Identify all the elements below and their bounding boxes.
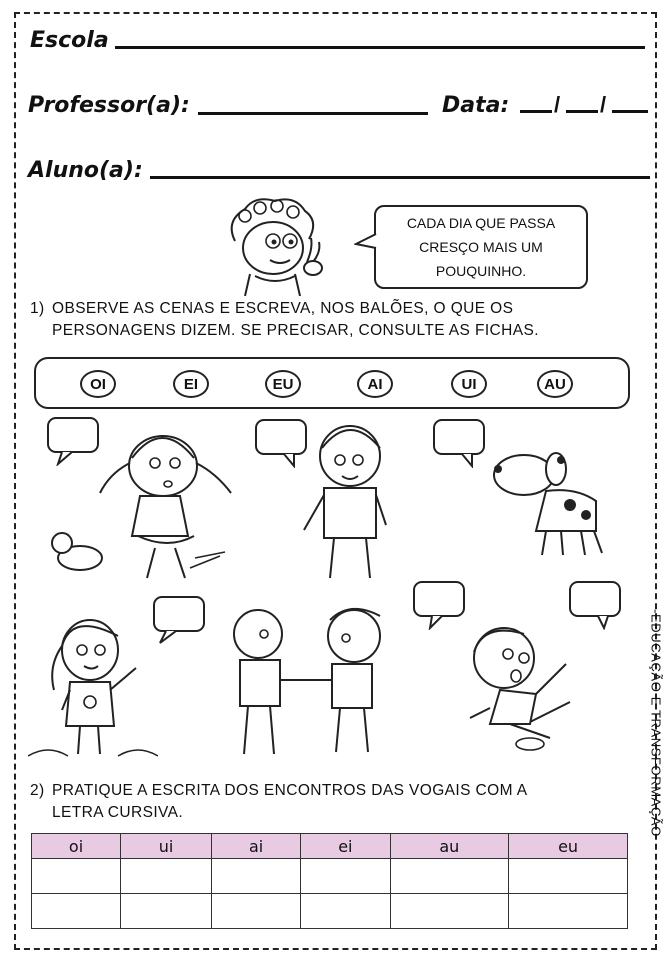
header-eu: eu [509, 834, 628, 859]
writing-cell[interactable] [509, 859, 628, 894]
chip-ui: UI [451, 370, 487, 398]
side-credit [646, 578, 666, 868]
exercise-2-number: 2) [30, 782, 45, 799]
teacher-field[interactable] [198, 112, 428, 115]
cursive-practice-table [31, 833, 628, 929]
speech-bubble [374, 205, 588, 289]
writing-cell[interactable] [211, 859, 300, 894]
speech-line-2: CRESÇO MAIS UM [419, 239, 543, 255]
writing-cell[interactable] [390, 859, 509, 894]
student-field[interactable] [150, 176, 650, 179]
boy-falling-illustration [460, 618, 580, 752]
exercise-1-number: 1) [30, 300, 45, 317]
header-ai: ai [211, 834, 300, 859]
writing-cell[interactable] [32, 859, 121, 894]
boy-illustration [215, 196, 335, 296]
girl-waving-illustration [28, 606, 158, 766]
teacher-label: Professor(a): [28, 93, 190, 118]
boy-standing-illustration [290, 420, 400, 585]
writing-cell[interactable] [121, 894, 212, 929]
girl-cat-illustration [40, 418, 240, 588]
chip-ai: AI [357, 370, 393, 398]
student-label: Aluno(a): [28, 158, 143, 183]
answer-balloon-4[interactable] [152, 595, 208, 645]
exercise-2-line-2: LETRA CURSIVA. [52, 804, 184, 821]
writing-cell[interactable] [301, 894, 390, 929]
writing-cell[interactable] [390, 894, 509, 929]
answer-balloon-3[interactable] [432, 418, 488, 468]
header-au: au [390, 834, 509, 859]
chip-oi: OI [80, 370, 116, 398]
writing-cell[interactable] [211, 894, 300, 929]
header-ui: ui [121, 834, 212, 859]
exercise-2-line-1: PRATIQUE A ESCRITA DOS ENCONTROS DAS VOGAIS COM A [52, 782, 528, 799]
exercise-1-line-2: PERSONAGENS DIZEM. SE PRECISAR, CONSULTE AS FICHAS. [52, 322, 539, 339]
writing-cell[interactable] [121, 859, 212, 894]
boys-handshake-illustration [220, 600, 400, 760]
chip-ei: EI [173, 370, 209, 398]
exercise-1-line-1: OBSERVE AS CENAS E ESCREVA, NOS BALÕES, O QUE OS [52, 300, 514, 317]
table-header-row [32, 834, 628, 859]
dog-illustration [486, 445, 616, 557]
chip-au: AU [537, 370, 573, 398]
table-row [32, 894, 628, 929]
speech-bubble-tail [354, 232, 378, 252]
speech-line-1: CADA DIA QUE PASSA [406, 215, 556, 231]
writing-cell[interactable] [32, 894, 121, 929]
school-field[interactable] [115, 46, 645, 49]
side-credit-text: -EDUCAÇÃO E TRANSFORMAÇÃO [648, 609, 664, 837]
school-label: Escola [30, 28, 109, 53]
speech-line-3: POUQUINHO. [435, 263, 527, 279]
header-ei: ei [301, 834, 390, 859]
header-oi: oi [32, 834, 121, 859]
writing-cell[interactable] [301, 859, 390, 894]
writing-cell[interactable] [509, 894, 628, 929]
date-field[interactable]: / / [518, 94, 650, 118]
date-label: Data: [442, 93, 510, 118]
chip-eu: EU [265, 370, 301, 398]
table-row [32, 859, 628, 894]
